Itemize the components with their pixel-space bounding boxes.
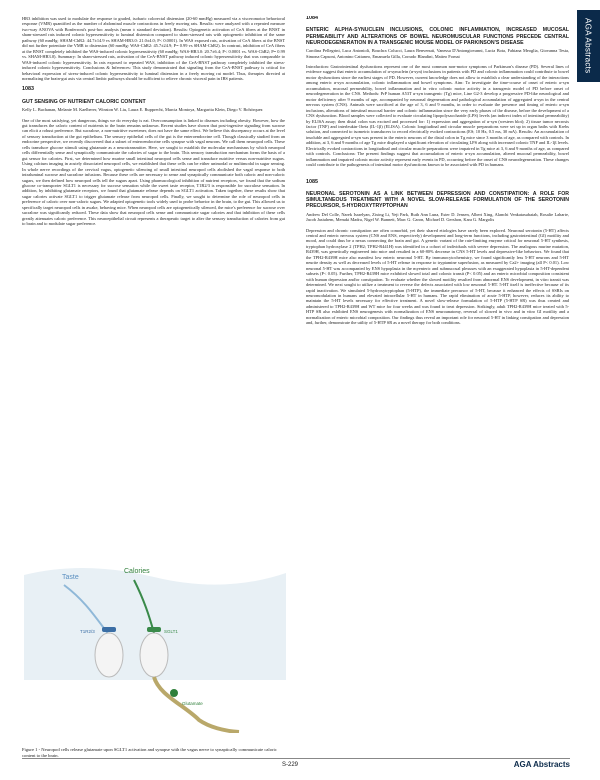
abstract-body: Depression and chronic constipation are often comorbid, yet their shared etiologies have rarely been explored. Neuronal serotonin (5-HT) affects central and enteric nervous system (CNS and ENS, respectively) development and long-term functions, including gastrointestinal (GI) motility and mood, and could thus be a nexus connecting the brain and gut. A genetic variant of the rate-limiting enzyme critical for neuronal 5-HT synthesis, tryptophan hydroxylase 2 (TPH2; TPH2-R441H) was identified in a cohort of individuals with severe depression. The analogous murine mutation, R439H, was genetically engineered into mice and resulted in a 60-80% decrease in CNS 5-HT levels and depressive-like behaviors. We found that the TPH2-R439H mice also manifest low enteric neuronal 5-HT. By immunocytochemistry, we found significantly less 5-HT neurons and 5-HT neurite density as well as decreased levels of 5-HT release in response to tryptamine superfusion, as measured by Ca2+ imaging (all P< 0.01). Low neuronal 5-HT was accompanied by ENS hypoplasia in the myenteric and submucosal plexuses with an exaggerated hypoplasia in 5-HT-dependent subsets (P< 0.05). Further, TPH2-R439H mice exhibited slowed total and colonic transit (P< 0.05) and an enteric microbial composition consistent with human depression and/or constipation. To evaluate whether the slowed motility resulted from abnormal ENS development, in vitro transit was determined. We next sought to utilize a treatment to reverse the defects associated with low neuronal 5-HT. 5-HT itself is ineffective because of its rapid inactivation. We simulated 5-hydroxytryptophan (5-HTP), the immediate precursor of 5-HT, because it enhanced the effects of SSRIs on neuromodulation in humans and elevated intracellular 5-HT in humans. The rapid elimination of acute 5-HTP, however, reduces its ability to maintain the 5-HT levels necessary for effective treatment. A novel slow-release formulation of 5-HTP (5-HTP SR) was thus created and administered to TPH2-R439H and WT mice for four weeks and was found to treat depression. Strikingly, adult TPH2-R439H mice treated with 5-HTP SR also exhibited ENS neurogenesis with normalization of ENS neuroanatomy, reversal of slowed in vivo and in vitro GI motility and a normalization of enteric microbial composition. Our findings thus reveal an important role for neuronal 5-HT in linking constipation and depression and, further, demonstrate the utility of 5-HTP SR as a novel therapy for both conditions.: [306, 227, 569, 326]
abstract-authors: Kelly L. Buchanan, Melanie M. Kaelberer, Winston W. Liu, Laura E. Rupprecht, Marcia Montoya, Margarita Klein, Diego V. Bohórquez: [22, 107, 263, 113]
glutamate-label: Glutamate: [182, 701, 203, 706]
page-number: S-229: [282, 762, 299, 768]
sglt1-receptor: [147, 627, 161, 632]
abstract-body: One of the most satisfying, yet dangerous, things we do everyday is eat. Overconsumption is linked to diseases including obesity. However, how the gut transduces the caloric content of nutrients to the brain remains unknown. Recent studies have shown that post-ingestive signaling from sucrose can elicit a robust preference. But sucralose, a non-nutritive sweetener, does not have the same effect. We believe this discrepancy occurs at the level of sensory transduction at the gut epithelium. The sensory epithelial cells of the gut is the enteroendocrine cell. Though classically studied from an endocrine perspective, we recently discovered that a subset of enteroendocrine cells synapse with vagal neurons. We call them neuropod cells. These cells transduce glucose stimuli using glutamate as a neurotransmitter. Here, we sought to establish the molecular mechanisms by which neuropod cells differentially sense and synaptically communicate the calories of sugar to the brain. This sensory transduction mechanism forms the basis of a gut sensor for calories. First, we determined how murine small intestinal neuropod cells sense and transduce nutritive versus non-nutritive sugars. Using calcium imaging in acutely dissociated neuropod cells, we established that these cells can be either unimodal or multimodal in sugar sensing. In whole nerve recordings of the cervical vagus, optogenetic silencing of small intestinal neuropod cells abolished the vagal response to both intraluminal sucrose and sucralose infusions. Because these cells are necessary to sense and synaptically communicate both caloric and non-caloric sugars, we then defined how neuropod cells tell the sugars apart. Using pharmacological inhibition of nutrient receptors, we found that the sodium glucose co-transporter SGLT1 is necessary for sucrose sensation while the sweet taste receptor, T1R2/3 is responsible for sucralose sensation. In addition, by inhibiting glutamate receptors, we found that glutamate release depends on SGLT1 activation. Taken together, these results show that sugar calories activate SGLT1 to trigger glutamate release from neuropod cells. Finally, we sought to determine the role of neuropod cells in preference of caloric over non-caloric sugars. We adapted optogenetic tools widely used to probe behavior in the brain, to the gut. This allowed us to specifically target neuropod cells in awake, behaving mice. When neuropod cells are optogenetically silenced, the mice's preference for sucrose over sucralose was significantly reduced. These data show that neuropod cells sense and communicate sugar calories and that inhibition of these cells greatly attenuates caloric preference. This neuroepithelial circuit represents a therapeutic target to alter the sensory transduction of calories from gut to brain and to modulate sugar preference.: [22, 117, 285, 227]
abstract-title: NEURONAL SEROTONIN AS A LINK BETWEEN DEPRESSION AND CONSTIPATION: A ROLE FOR SIMULTANEOUS TREATMENT WITH A NOVEL SLOW-RELEASE FORMULATION OF THE SEROTONIN PRECURSOR, 5-HYDROXYTRYPTOPHAN: [306, 191, 569, 210]
right-column: [306, 16, 569, 326]
t1r23-label: T1R2/3: [80, 629, 95, 634]
abstract-number: 1084: [306, 16, 318, 21]
abstract-authors: Andrew Del Colle, Narek Israelyan, Zixing Li, Yeji Park, Ruth Ann Luna, Ester D. Jensen, Albert Xing, Alanchi Venkatasubaiah, Rosalie Laharte, Jacob Jasiuhem, Menuki Madra, Nigel W. Bunnett, Marc G. Caron, Michael D. Gershon, Kara G. Margolis: [306, 211, 569, 223]
taste-label: Taste: [62, 574, 79, 581]
abstract-number: 1083: [22, 86, 34, 93]
neuropod-cell-left: [95, 633, 123, 677]
abstract-title: GUT SENSING OF NUTRIENT CALORIC CONTENT: [22, 98, 146, 105]
figure-1: [24, 555, 286, 733]
t1r23-receptor: [102, 627, 116, 632]
left-column: [22, 16, 285, 227]
footer-divider: [22, 758, 570, 759]
calories-label: Calories: [124, 568, 150, 575]
figure-caption: Figure 1 - Neuropod cells release glutamate upon SGLT1 activation and synapse with the vagus nerve to synaptically communicate caloric content to the brain.: [22, 747, 277, 758]
neuropod-cell-right: [140, 633, 168, 677]
abstract-title: ENTERIC ALPHA-SYNUCLEIN INCLUSIONS, COLONIC INFLAMMATION, INCREASED MUCOSAL PERMEABILITY AND ALTERATIONS OF BOWEL NEUROMUSCULAR FUNCTIONS PRECEDE CENTRAL NEURODEGENERATION IN A TRANSGENIC MOUSE MODEL OF PARKINSON'S DISEASE: [306, 27, 569, 46]
previous-abstract-continuation: HR3 inhibition was used to modulate the response to graded, isobaric colorectal distension (20-60 mmHg) measured via a visceromotor behavioral response (VMR) quantified as the number of abdominal muscle contractions in freely moving rats. Results: were analyzed with a repeated measure two-way ANOVA with Bonferroni's post-hoc analysis (mean ± standard deviation). Results: Optogenetic activation of CeA fibers at the BNST in sham-stressed rats induced colonic hypersensitivity to luminal distension compared to sham-stressed rats with optogenetic inhibition of the same pathway (60 mmHg: SHAM-ChR2: 44.7±14.9 vs SHAM-HR3.0: 21.0±4.0; P< 0.0001). In WAS exposed rats, activation of CeA fibers at the BNST did not further potentiate the VMR to distension (60 mmHg: WAS-ChR2: 45.7±24.9; P= 0.99 vs SHAM-ChR2). In contrast, inhibition of CeA fibers at the BNST completely inhibited the WAS-induced colonic hypersensitivity (60 mmHg: WAS-HR3.0: 20.7±6.4; P< 0.0001 vs. WAS-ChR2; P= 0.99 vs. SHAM-HR3.0). Summary: In sham-stressed rats, activation of the CeA-BNST pathway induced colonic hypersensitivity that was comparable to WAS-induced colonic hypersensitivity. In rats exposed to repeated WAS, inhibition of the CeA-BNST pathway completely inhibited the stress-induced colonic hypersensitivity. Conclusions & Inferences: This study demonstrated that signaling from the CeA-BNST pathway is critical for behavioral expression of stress-induced colonic hypersensitivity to luminal distension in a freely moving rat model. Thus, therapies directed at normalizing the brain-gut axis via central limbic pathways should be sufficient to relieve chronic visceral pain in IBS patients.: [22, 16, 285, 81]
glutamate-release-marker: [170, 689, 178, 697]
abstract-number: 1085: [306, 178, 318, 185]
journal-name: AGA Abstracts: [513, 760, 570, 769]
abstract-body: Introduction: Gastrointestinal dysfunctions represent one of the most common non-motor symptoms of Parkinson's disease (PD). Several lines of evidence suggest that enteric accumulation of α-synuclein (α-syn) inclusions in patients with PD and colonic inflammation could contribute to bowel motor dysfunctions since the earliest stages of PD. However, current knowledge does not allow to establish a clear understanding of the interactions among enteric α-syn accumulation, colonic inflammation and bowel symptoms. Aim: To investigate the time-course of onset of enteric α-syn accumulation, mucosal permeability, bowel inflammation and in vitro colonic motor activity in a transgenic model of PD before onset of neurodegeneration in the CNS. Methods: PrP human A53T α-syn transgenic (Tg) mice, Line G2-3 develop a progressive PD-like neurological and motor deficiency after 9 months of age, accompanied by neuronal degeneration and pathological accumulation of aggregated α-syn in the central nervous system (CNS). Animals were sacrificed at the age of 3, 6 and 9 months, in order to evaluate the presence and timing of enteric α-syn inclusions, alterations of intestinal mucosal barrier and colonic inflammation since the very early phases of the disease, before the development of a CNS dysfunction. Blood samples were collected to evaluate circulating lipopolysaccharide (LPS) levels (an indirect index of intestinal permeability) by ELISA assay; then distal colon was excised and processed for: 1) expression and aggregation of α-syn (western blot); 2) tissue tumor necrosis factor (TNF) and interleukin-1beta (IL-1β) (ELISA). Colonic longitudinal and circular muscle preparations were set up in organ baths with Krebs solution, and connected to isometric transducers to record electrically evoked contractions (ES; 10 Hz, 0.5 ms, 30 mA). Results: An accumulation of insoluble and aggregated α-syn was present in the enteric neurons of the distal colon in Tg mice since 3 months of age, as compared with controls. In addition, at 3, 6 and 9 months of age Tg mice displayed a significant elevation of circulating LPS along with increased colonic TNF and IL-1β levels. Electrically evoked contractions in longitudinal and circular muscle preparations were impaired in Tg mice at 3, 6 and 9 months of age, as compared with controls. Conclusions: The present findings suggest that accumulation of enteric α-syn accumulation, altered mucosal permeability, bowel inflammation and impaired colonic motor activity represent early events in PD, occurring before the onset of CNS neurodegeneration. These changes could contribute to the pathogenesis of intestinal motor dysfunctions known to be associated with PD in humans.: [306, 63, 569, 168]
section-tab-label: AGA Abstracts: [583, 18, 593, 74]
abstract-authors: Carolina Pellegrini, Luca Antonioli, Bouchra Colucci, Laura Benvenuti, Vanessa D'Antongiovanni, Lucia Bota, Fabiana Meoglia, Giovanna Testa, Simona Capsoni, Antonino Cattaneo, Emanuela Gilla, Corrado Blandini, Matteo Fornai: [306, 48, 569, 59]
neuropod-diagram: [24, 555, 286, 733]
sglt1-label: SGLT1: [164, 629, 178, 634]
